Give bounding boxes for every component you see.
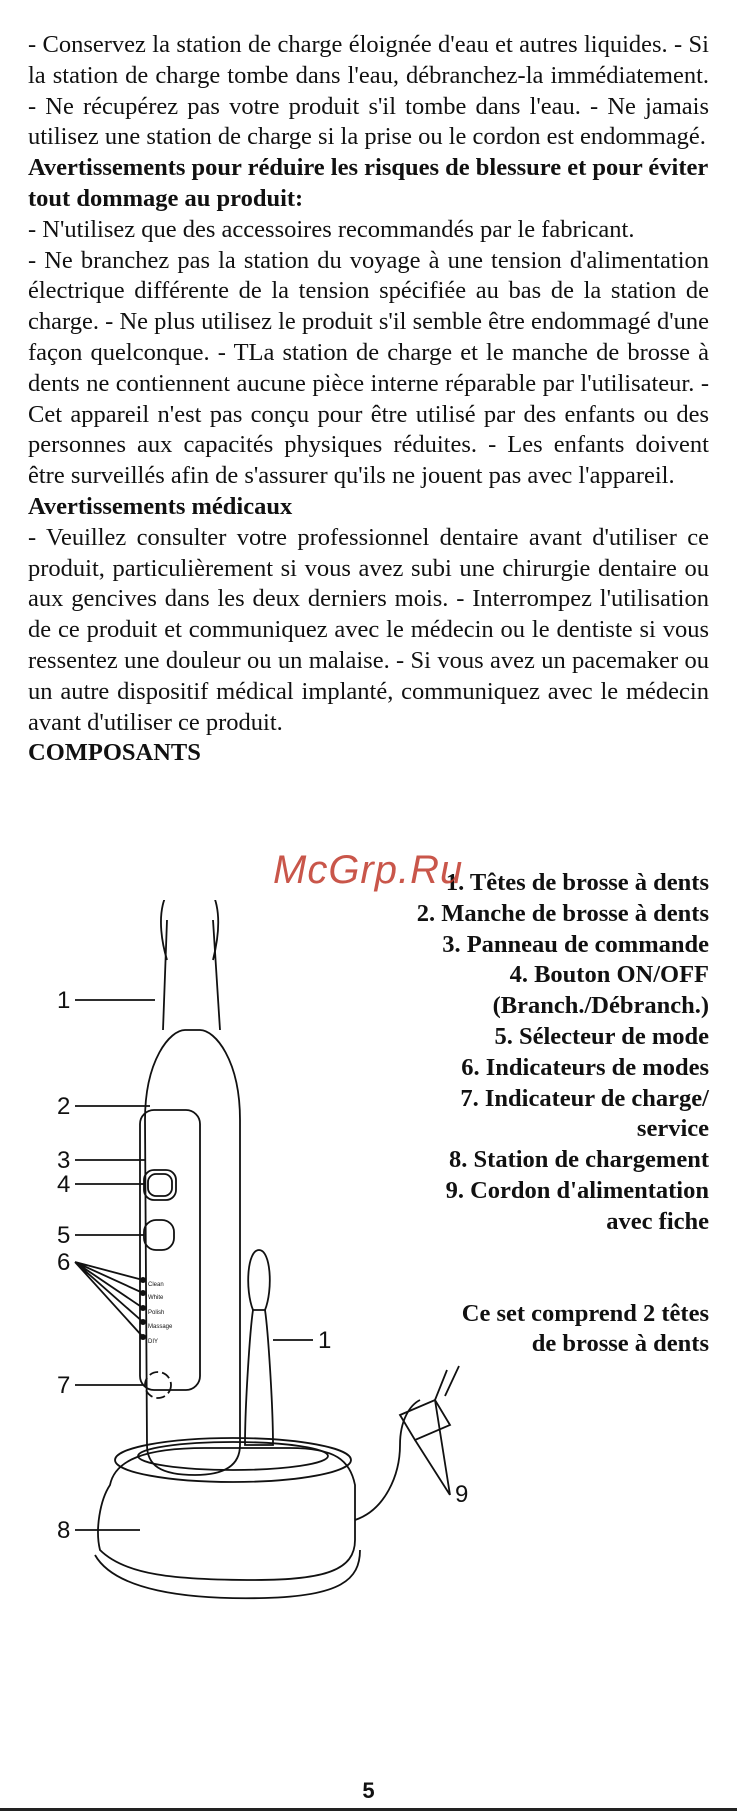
mode-label: Clean [148,1282,164,1288]
component-item: (Branch./Débranch.) [492,992,709,1020]
component-item: 9. Cordon d'alimentation [445,1176,709,1204]
component-item: avec fiche [606,1207,709,1235]
callout-number: 1 [318,1327,332,1354]
component-item: 7. Indicateur de charge/ [460,1084,709,1112]
component-item: 3. Panneau de commande [442,930,709,958]
callout-number: 7 [57,1372,71,1399]
component-item: 8. Station de chargement [449,1146,709,1174]
injury-warnings-paragraph-1: - N'utilisez que des accessoires recommandés par le fabricant. [28,215,635,243]
spare-head-neck [245,1310,273,1445]
power-plug-prongs [435,1366,459,1400]
callout-number: 8 [57,1517,71,1544]
component-item: 4. Bouton ON/OFF [509,961,709,989]
mode-indicator-dot [140,1319,146,1325]
components-heading: COMPOSANTS [28,739,201,767]
toothbrush-diagram [55,900,575,1730]
callout-number: 4 [57,1171,71,1198]
warnings-text-block [28,30,709,769]
watermark: McGrp.Ru [273,848,464,892]
component-item: 1. Têtes de brosse à dents [445,869,709,896]
charging-station-rim [138,1442,328,1470]
toothbrush-handle-outline [145,1030,240,1475]
callout-number: 5 [57,1222,71,1249]
mode-label: DIY [148,1339,159,1345]
mode-indicator-dot [140,1290,146,1296]
mode-indicator-dot [140,1305,146,1311]
bottom-rule [0,1808,737,1811]
component-item: 6. Indicateurs de modes [461,1053,709,1081]
component-item: 2. Manche de brosse à dents [416,899,709,927]
control-panel-outline [140,1110,200,1390]
charge-indicator-ring [145,1372,171,1398]
set-contents-note: Ce set comprend 2 têtes [461,1299,709,1327]
mode-label: White [148,1295,164,1301]
callout-line-9 [415,1400,450,1495]
injury-warnings-paragraph-2: - Ne branchez pas la station du voyage à une tension d'alimentation électrique différente de la tension spécifiée au bas de la station de charge. - Ne plus utilisez le produit s'il semble être endommagé d'une façon quelconque. - TLa station de charge et le manche de brosse à dents ne contiennent aucune pièce interne réparable par l'utilisateur. - Cet appareil n'est pas conçu pour être utilisé par des enfants ou des personnes aux capacités physiques réduites. - Les enfants doivent être surveillés afin de s'assurer qu'ils ne jouent pas avec l'appareil. [28,246,709,490]
mode-button-shape [144,1220,174,1250]
spare-head-brush [248,1250,270,1310]
callout-number: 1 [57,987,71,1014]
set-contents-note: de brosse à dents [531,1330,709,1358]
medical-warnings-paragraph: - Veuillez consulter votre professionnel dentaire avant d'utiliser ce produit, particulièrement si vous avez subi une chirurgie dentaire ou aux gencives dans les deux derniers mois. - Interrompez l'utilisation de ce produit et communiquez avec le médecin ou le dentiste si vous ressentez une douleur ou un malaise. - Si vous avez un pacemaker ou un autre dispositif médical implanté, communiquez avec le médecin avant d'utiliser ce produit. [28,523,709,736]
mode-label: Polish [148,1310,165,1316]
mode-label: Massage [148,1324,173,1330]
callout-number: 2 [57,1093,71,1120]
injury-warnings-heading: Avertissements pour réduire les risques de blessure et pour éviter tout dommage au produit: [28,154,708,212]
power-plug-body [400,1400,450,1440]
toothbrush-neck [163,920,220,1030]
mode-indicator-dot [140,1277,146,1283]
component-item: service [636,1115,709,1143]
component-item: 5. Sélecteur de mode [494,1022,709,1050]
callout-number: 6 [57,1249,71,1276]
callout-number: 9 [455,1481,469,1508]
medical-warnings-heading: Avertissements médicaux [28,492,293,520]
mode-indicator-dot [140,1334,146,1340]
callout-number: 3 [57,1147,71,1174]
power-cord [355,1400,420,1520]
page-number: 5 [362,1778,375,1803]
brush-head-back [161,900,218,960]
callout-line-6 [75,1262,143,1337]
charging-warnings-paragraph: - Conservez la station de charge éloignée d'eau et autres liquides. - Si la station de charge tombe dans l'eau, débranchez-la immédiatement. - Ne récupérez pas votre produit s'il tombe dans l'eau. - Ne jamais utilisez une station de charge si la prise ou le cordon est endommagé. [28,31,709,151]
power-button-inner [148,1174,172,1196]
